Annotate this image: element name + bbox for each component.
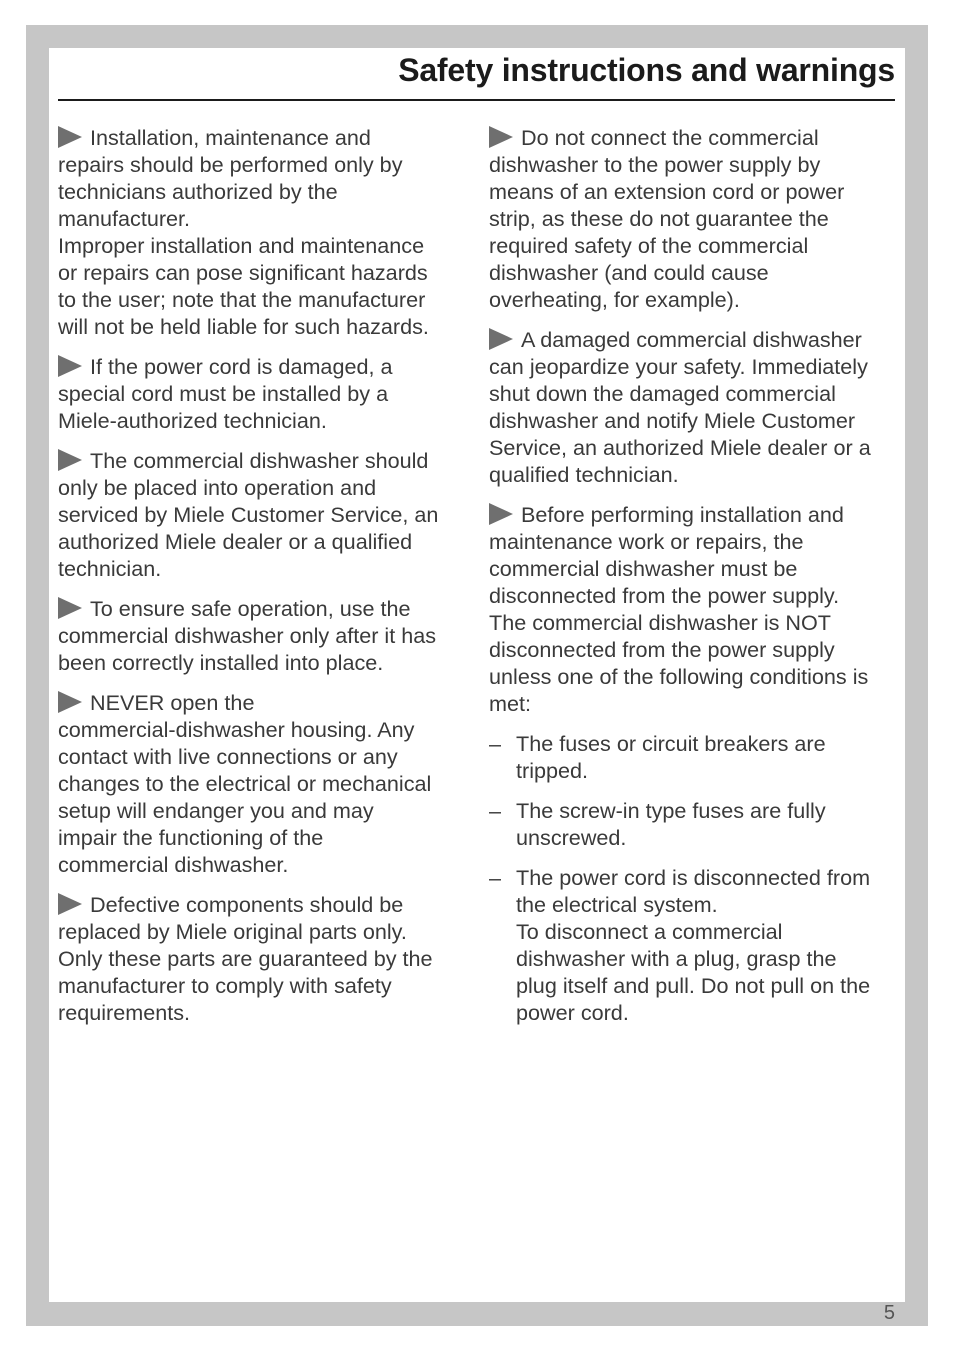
paragraph-line: replaced by Miele original parts only. [58,919,407,944]
paragraph-line: If the power cord is damaged, a [58,353,468,380]
paragraph-line: qualified technician. [489,462,679,487]
paragraph-line: shut down the damaged commercial [489,381,836,406]
paragraph-line: A damaged commercial dishwasher [489,326,899,353]
condition-line: tripped. [516,758,589,783]
title-rule [58,99,895,101]
page-number: 5 [883,1302,895,1324]
paragraph-line: manufacturer. [58,206,191,231]
warning-paragraph [489,501,899,717]
paragraph-line: changes to the electrical or mechanical [58,771,432,796]
bullet-arrow-icon [489,126,513,148]
warning-paragraph [58,353,468,434]
paragraph-line: dishwasher and notify Miele Customer [489,408,856,433]
bullet-arrow-icon [58,597,82,619]
paragraph-line: means of an extension cord or power [489,179,845,204]
warning-paragraph [58,595,468,676]
paragraph-line: strip, as these do not guarantee the [489,206,829,231]
paragraph-line: Miele-authorized technician. [58,408,327,433]
paragraph-line: serviced by Miele Customer Service, an [58,502,439,527]
paragraph-line: requirements. [58,1000,191,1025]
paragraph-line: Improper installation and maintenance [58,233,425,258]
condition-item [489,864,899,1026]
warning-paragraph [58,689,468,878]
paragraph-line: The commercial dishwasher is NOT [489,610,831,635]
paragraph-line: Defective components should be [58,891,468,918]
page-title: Safety instructions and warnings [398,52,895,88]
bullet-arrow-icon [58,691,82,713]
dash-marker: – [489,798,502,823]
warning-paragraph [58,891,468,1026]
paragraph-line: Before performing installation and [489,501,899,528]
condition-line: dishwasher with a plug, grasp the [516,946,837,971]
paragraph-line: can jeopardize your safety. Immediately [489,354,868,379]
paragraph-line: dishwasher (and could cause [489,260,769,285]
paragraph-line: disconnected from the power supply. [489,583,840,608]
paragraph-line: repairs should be performed only by [58,152,403,177]
paragraph-line: commercial dishwasher must be [489,556,798,581]
left-column [58,124,468,1039]
condition-line: plug itself and pull. Do not pull on the [516,973,871,998]
paragraph-line: Service, an authorized Miele dealer or a [489,435,871,460]
paragraph-line: will not be held liable for such hazards. [58,314,429,339]
warning-paragraph [489,326,899,488]
paragraph-line: been correctly installed into place. [58,650,384,675]
paragraph-line: NEVER open the [58,689,468,716]
paragraph-line: authorized Miele dealer or a qualified [58,529,413,554]
right-column [489,124,899,1039]
warning-paragraph [489,124,899,313]
bullet-arrow-icon [58,355,82,377]
warning-paragraph [58,124,468,340]
paragraph-line: unless one of the following conditions is [489,664,869,689]
paragraph-line: maintenance work or repairs, the [489,529,804,554]
condition-item [489,797,899,851]
bullet-arrow-icon [58,449,82,471]
paragraph-line: Do not connect the commercial [489,124,899,151]
paragraph-line: commercial dishwasher only after it has [58,623,437,648]
condition-line: To disconnect a commercial [516,919,783,944]
bullet-arrow-icon [489,328,513,350]
paragraph-line: met: [489,691,531,716]
paragraph-line: Only these parts are guaranteed by the [58,946,433,971]
paragraph-line: only be placed into operation and [58,475,377,500]
paragraph-line: Installation, maintenance and [58,124,468,151]
paragraph-line: dishwasher to the power supply by [489,152,821,177]
condition-line: power cord. [516,1000,629,1025]
paragraph-line: required safety of the commercial [489,233,809,258]
condition-line: unscrewed. [516,825,627,850]
paragraph-line: To ensure safe operation, use the [58,595,468,622]
condition-line: the electrical system. [516,892,718,917]
paragraph-line: setup will endanger you and may [58,798,374,823]
paragraph-line: technician. [58,556,162,581]
dash-marker: – [489,731,502,756]
paragraph-line: disconnected from the power supply [489,637,835,662]
bullet-arrow-icon [58,893,82,915]
paragraph-line: contact with live connections or any [58,744,398,769]
paragraph-line: commercial dishwasher. [58,852,289,877]
paragraph-line: impair the functioning of the [58,825,324,850]
paragraph-line: special cord must be installed by a [58,381,389,406]
bullet-arrow-icon [58,126,82,148]
condition-item [489,730,899,784]
condition-line: The screw-in type fuses are fully [516,798,826,823]
condition-line: The fuses or circuit breakers are [516,731,826,756]
condition-line: The power cord is disconnected from [516,865,871,890]
paragraph-line: overheating, for example). [489,287,740,312]
paragraph-line: or repairs can pose significant hazards [58,260,428,285]
dash-marker: – [489,865,502,890]
bullet-arrow-icon [489,503,513,525]
warning-paragraph [58,447,468,582]
paragraph-line: technicians authorized by the [58,179,338,204]
paragraph-line: manufacturer to comply with safety [58,973,392,998]
paragraph-line: The commercial dishwasher should [58,447,468,474]
paragraph-line: commercial-dishwasher housing. Any [58,717,415,742]
paragraph-line: to the user; note that the manufacturer [58,287,426,312]
